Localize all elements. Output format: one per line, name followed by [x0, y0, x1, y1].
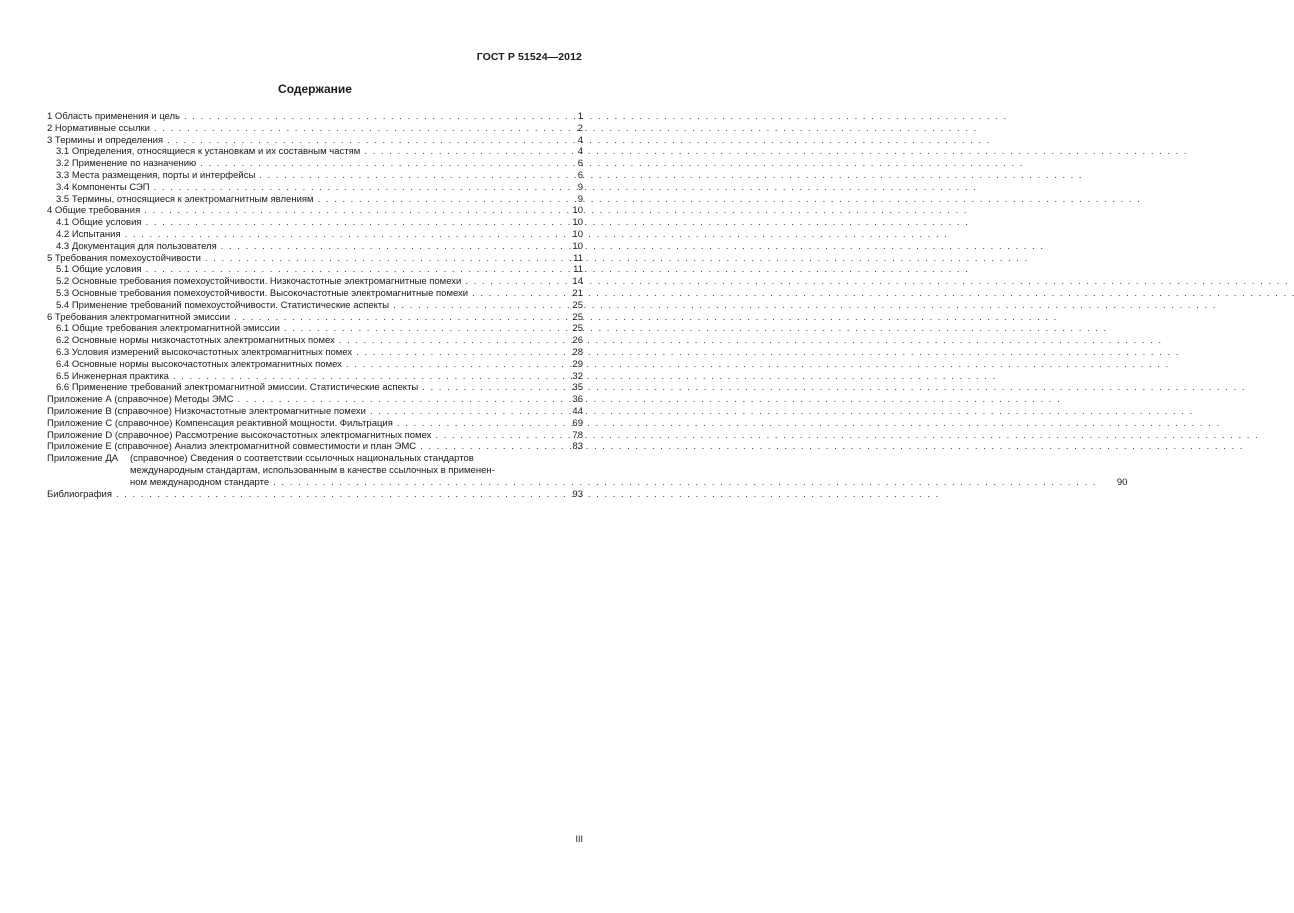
toc-entry-page: 93 [572, 488, 583, 500]
toc-entry-text: 6.1 Общие требования электромагнитной эмиссии [56, 323, 280, 335]
toc-leader-dots [259, 170, 551, 182]
toc-entry[interactable] [47, 347, 583, 359]
toc-entry[interactable] [47, 146, 583, 158]
toc-leader-dots [420, 441, 551, 453]
toc-entry-text: 4 Общие требования [47, 205, 141, 217]
toc-leader-dots [237, 394, 551, 406]
toc-entry-page: 4 [577, 134, 583, 146]
toc-entry-page: 1 [577, 111, 583, 122]
toc-entry[interactable] [47, 276, 583, 288]
toc-entry-text: Приложение Е (справочное) Анализ электромагнитной совместимости и план ЭМС [47, 441, 417, 453]
toc-leader-dots [173, 371, 551, 383]
toc-entry-text: 4.2 Испытания [56, 228, 121, 240]
toc-entry-text: 3.1 Определения, относящиеся к установкам и их составным частям [56, 146, 361, 158]
toc-entry-text: 5 Требования помехоустойчивости [47, 252, 201, 264]
toc-entry-text: 2 Нормативные ссылки [47, 122, 150, 134]
toc-entry-text: 6.3 Условия измерений высокочастотных электромагнитных помех [56, 346, 353, 358]
toc-entry-page: 25 [572, 323, 583, 335]
toc-leader-dots [435, 430, 551, 442]
toc-entry-text: 6.4 Основные нормы высокочастотных электромагнитных помех [56, 358, 342, 370]
toc-leader-dots [364, 146, 551, 158]
toc-entry-text: 6.2 Основные нормы низкочастотных электромагнитных помех [56, 335, 335, 347]
toc-entry-text: Приложение С (справочное) Компенсация реактивной мощности. Фильтрация [47, 417, 393, 429]
toc-entry-bibliography[interactable] [47, 489, 583, 501]
toc-entry[interactable] [47, 335, 583, 347]
toc-entry-page: 90 [1116, 476, 1128, 488]
toc-entry-page: 6 [577, 158, 583, 170]
toc-entry[interactable] [47, 182, 583, 194]
toc-entry-line: международным стандартам, использованным в качестве ссылочных в применен- [130, 464, 495, 476]
toc-entry-annex-da[interactable] [47, 453, 1128, 488]
toc-entry-page: 11 [573, 252, 583, 264]
toc-entry[interactable] [47, 158, 583, 170]
toc-entry[interactable] [47, 135, 583, 147]
toc-entry-page: 10 [572, 228, 583, 240]
toc-entry-text: 3.3 Места размещения, порты и интерфейсы [56, 169, 256, 181]
toc-entry-text: 5.1 Общие условия [56, 264, 142, 276]
toc-entry-page: 9 [577, 181, 583, 193]
toc-entry[interactable] [47, 264, 583, 276]
toc-entry-page: 4 [577, 146, 583, 158]
toc-entry[interactable] [47, 229, 583, 241]
toc-entry-page: 36 [572, 394, 583, 406]
toc-entry[interactable] [47, 406, 583, 418]
document-code: ГОСТ Р 51524—2012 [476, 51, 582, 63]
toc-leader-dots [125, 229, 551, 241]
toc-entry[interactable] [47, 323, 583, 335]
toc-leader-dots [146, 264, 551, 276]
toc-entry-text: Библиография [47, 488, 112, 500]
toc-entry[interactable] [47, 111, 583, 123]
toc-leader-dots [370, 406, 551, 418]
toc-entry-text: Приложение А (справочное) Методы ЭМС [47, 394, 234, 406]
toc-entry[interactable] [47, 253, 583, 265]
toc-leader-dots [397, 418, 551, 430]
toc-entry-text: 3.2 Применение по назначению [56, 158, 197, 170]
toc-entry-text: 4.1 Общие условия [56, 217, 142, 229]
toc-entry-page: 6 [577, 169, 583, 181]
toc-entry[interactable] [47, 123, 583, 135]
toc-entry[interactable] [47, 430, 583, 442]
toc-entry[interactable] [47, 382, 583, 394]
toc-entry-text: 5.4 Применение требований помехоустойчивости. Статистические аспекты [56, 299, 390, 311]
toc-entry[interactable] [47, 288, 583, 300]
toc-entry-line: ном международном стандарте [130, 476, 270, 488]
toc-leader-dots [273, 477, 1095, 489]
toc-entry-text: Приложение В (справочное) Низкочастотные электромагнитные помехи [47, 405, 366, 417]
toc-entry-page: 10 [572, 205, 583, 217]
toc-entry-page: 69 [572, 417, 583, 429]
toc-entry-text: 4.3 Документация для пользователя [56, 240, 217, 252]
toc-leader-dots [200, 158, 551, 170]
toc-entry-text: 5.3 Основные требования помехоустойчивости. Высокочастотные электромагнитные помехи [56, 287, 469, 299]
page-number: III [575, 834, 583, 844]
toc-entry-page: 32 [572, 370, 583, 382]
toc-entry-text: 6.5 Инженерная практика [56, 370, 169, 382]
toc-leader-dots [465, 276, 551, 288]
toc-entry[interactable] [47, 217, 583, 229]
toc-leader-dots [356, 347, 551, 359]
toc-leader-dots [205, 253, 551, 265]
toc-leader-dots [146, 217, 551, 229]
toc-entry-page: 26 [572, 335, 583, 347]
toc-entry[interactable] [47, 312, 583, 324]
toc-leader-dots [144, 205, 551, 217]
toc-entry[interactable] [47, 371, 583, 383]
toc-entry-page: 21 [572, 287, 583, 299]
toc-leader-dots [422, 382, 551, 394]
toc-entry[interactable] [47, 394, 583, 406]
toc-entry-page: 25 [572, 299, 583, 311]
toc-leader-dots [393, 300, 551, 312]
toc-title: Содержание [278, 82, 352, 96]
toc-entry-text: 6 Требования электромагнитной эмиссии [47, 311, 231, 323]
toc-entry-line: (справочное) Сведения о соответствии ссылочных национальных стандартов [130, 453, 474, 465]
toc-entry-page: 44 [572, 405, 583, 417]
toc-entry-page: 28 [572, 346, 583, 358]
toc-leader-dots [116, 489, 551, 501]
toc-leader-dots [472, 288, 551, 300]
toc-leader-dots [234, 312, 551, 324]
toc-entry-page: 35 [572, 382, 583, 394]
toc-entry-page: 10 [572, 217, 583, 229]
toc-entry[interactable] [47, 418, 583, 430]
toc-entry-page: 83 [572, 441, 583, 453]
toc-leader-dots [221, 241, 551, 253]
toc-entry[interactable] [47, 205, 583, 217]
toc-leader-dots [167, 135, 551, 147]
toc-entry-page: 29 [572, 358, 583, 370]
toc-entry-page: 25 [572, 311, 583, 323]
toc-entry[interactable] [47, 194, 583, 206]
toc-leader-dots [154, 123, 551, 135]
toc-entry[interactable] [47, 300, 583, 312]
toc-leader-dots [318, 194, 551, 206]
toc-entry-page: 2 [577, 122, 583, 134]
toc-entry-page: 11 [573, 264, 583, 276]
toc-entry-prefix: Приложение ДА [47, 453, 119, 465]
toc-entry[interactable] [47, 441, 583, 453]
toc-leader-dots [284, 323, 551, 335]
toc-leader-dots [154, 182, 551, 194]
toc-entry[interactable] [47, 170, 583, 182]
toc-leader-dots [184, 111, 551, 123]
toc-entry[interactable] [47, 359, 583, 371]
toc-entry-page: 78 [572, 429, 583, 441]
toc-entry-page: 10 [572, 240, 583, 252]
toc-entry-text: 3.5 Термины, относящиеся к электромагнитным явлениям [56, 193, 314, 205]
table-of-contents [47, 111, 1128, 500]
toc-leader-dots [346, 359, 551, 371]
toc-entry-text: 3.4 Компоненты СЭП [56, 181, 150, 193]
toc-entry-page: 9 [577, 193, 583, 205]
toc-entry[interactable] [47, 241, 583, 253]
toc-entry-text: 1 Область применения и цель [47, 111, 180, 122]
toc-entry-text: Приложение D (справочное) Рассмотрение высокочастотных электромагнитных помех [47, 429, 432, 441]
toc-entry-text: 6.6 Применение требований электромагнитной эмиссии. Статистические аспекты [56, 382, 419, 394]
toc-entry-page: 14 [572, 276, 583, 288]
toc-leader-dots [339, 335, 551, 347]
toc-entry-text: 3 Термины и определения [47, 134, 164, 146]
toc-entry-text: 5.2 Основные требования помехоустойчивости. Низкочастотные электромагнитные помехи [56, 276, 462, 288]
